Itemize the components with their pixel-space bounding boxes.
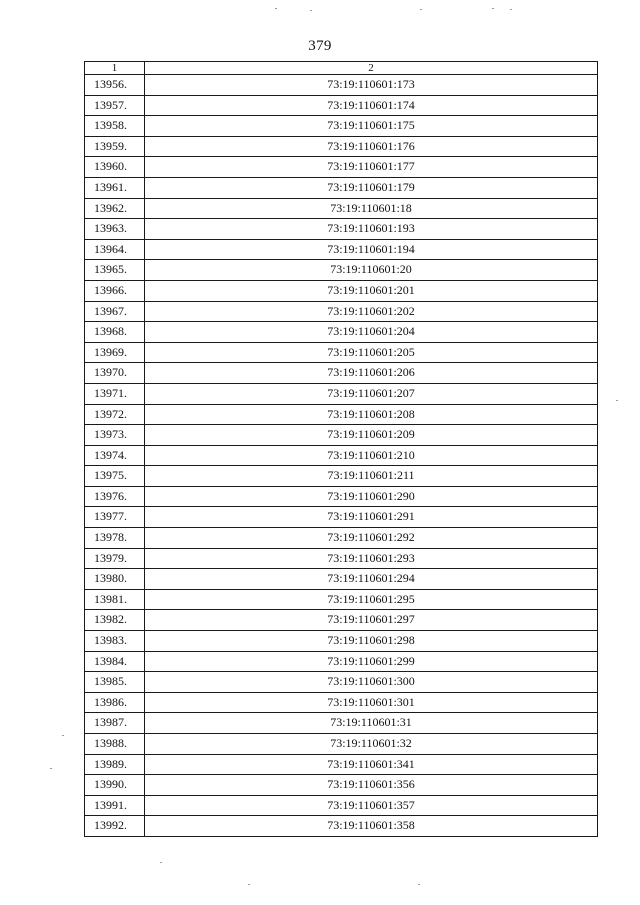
row-number: 13972.	[85, 404, 145, 425]
cadastral-number: 73:19:110601:211	[145, 466, 598, 487]
table-row	[85, 404, 598, 425]
row-number: 13967.	[85, 301, 145, 322]
cadastral-number: 73:19:110601:207	[145, 383, 598, 404]
table-row	[85, 136, 598, 157]
cadastral-number: 73:19:110601:293	[145, 548, 598, 569]
table-row	[85, 548, 598, 569]
scan-speck	[62, 735, 64, 736]
cadastral-number: 73:19:110601:176	[145, 136, 598, 157]
cadastral-number: 73:19:110601:341	[145, 754, 598, 775]
table-row	[85, 383, 598, 404]
table-row	[85, 342, 598, 363]
cadastral-number: 73:19:110601:174	[145, 95, 598, 116]
cadastral-number: 73:19:110601:193	[145, 219, 598, 240]
scan-speck	[510, 9, 512, 10]
table-row	[85, 198, 598, 219]
row-number: 13973.	[85, 425, 145, 446]
table-row	[85, 95, 598, 116]
cadastral-number: 73:19:110601:358	[145, 816, 598, 837]
cadastral-number: 73:19:110601:173	[145, 75, 598, 96]
row-number: 13991.	[85, 795, 145, 816]
cadastral-number: 73:19:110601:300	[145, 672, 598, 693]
cadastral-number: 73:19:110601:301	[145, 692, 598, 713]
table-row	[85, 713, 598, 734]
cadastral-number: 73:19:110601:194	[145, 239, 598, 260]
row-number: 13975.	[85, 466, 145, 487]
table-row	[85, 692, 598, 713]
scan-speck	[420, 9, 422, 10]
table-row	[85, 507, 598, 528]
table-row	[85, 466, 598, 487]
row-number: 13992.	[85, 816, 145, 837]
cadastral-number: 73:19:110601:297	[145, 610, 598, 631]
cadastral-number: 73:19:110601:209	[145, 425, 598, 446]
row-number: 13970.	[85, 363, 145, 384]
row-number: 13956.	[85, 75, 145, 96]
row-number: 13959.	[85, 136, 145, 157]
table-row	[85, 631, 598, 652]
row-number: 13969.	[85, 342, 145, 363]
row-number: 13971.	[85, 383, 145, 404]
cadastral-number: 73:19:110601:177	[145, 157, 598, 178]
table-row	[85, 651, 598, 672]
row-number: 13962.	[85, 198, 145, 219]
cadastral-number: 73:19:110601:299	[145, 651, 598, 672]
scan-speck	[50, 768, 52, 769]
row-number: 13961.	[85, 177, 145, 198]
row-number: 13979.	[85, 548, 145, 569]
table-row	[85, 795, 598, 816]
scan-speck	[310, 10, 312, 11]
table-row	[85, 322, 598, 343]
table-row	[85, 239, 598, 260]
table-row	[85, 445, 598, 466]
row-number: 13977.	[85, 507, 145, 528]
table-header-row	[85, 62, 598, 75]
table-row	[85, 75, 598, 96]
column-header-cadastral: 2	[145, 62, 598, 75]
cadastral-number: 73:19:110601:20	[145, 260, 598, 281]
cadastral-number: 73:19:110601:18	[145, 198, 598, 219]
page-number: 379	[308, 38, 332, 54]
cadastral-number: 73:19:110601:179	[145, 177, 598, 198]
table-row	[85, 569, 598, 590]
table-row	[85, 177, 598, 198]
scan-speck	[418, 884, 420, 885]
row-number: 13958.	[85, 116, 145, 137]
row-number: 13965.	[85, 260, 145, 281]
cadastral-number: 73:19:110601:291	[145, 507, 598, 528]
cadastral-number: 73:19:110601:175	[145, 116, 598, 137]
scan-speck	[275, 8, 277, 9]
row-number: 13968.	[85, 322, 145, 343]
row-number: 13980.	[85, 569, 145, 590]
row-number: 13960.	[85, 157, 145, 178]
row-number: 13988.	[85, 734, 145, 755]
scan-speck	[248, 884, 250, 885]
cadastral-number: 73:19:110601:290	[145, 486, 598, 507]
row-number: 13963.	[85, 219, 145, 240]
row-number: 13981.	[85, 589, 145, 610]
cadastral-number: 73:19:110601:31	[145, 713, 598, 734]
table-row	[85, 486, 598, 507]
table-row	[85, 775, 598, 796]
cadastral-number: 73:19:110601:298	[145, 631, 598, 652]
table-row	[85, 528, 598, 549]
table-row	[85, 219, 598, 240]
row-number: 13978.	[85, 528, 145, 549]
scan-speck	[160, 862, 162, 863]
row-number: 13987.	[85, 713, 145, 734]
cadastral-number: 73:19:110601:202	[145, 301, 598, 322]
cadastral-number: 73:19:110601:295	[145, 589, 598, 610]
row-number: 13986.	[85, 692, 145, 713]
column-header-number: 1	[85, 62, 145, 75]
table-row	[85, 610, 598, 631]
table-row	[85, 734, 598, 755]
row-number: 13990.	[85, 775, 145, 796]
table-row	[85, 260, 598, 281]
row-number: 13982.	[85, 610, 145, 631]
cadastral-table	[84, 61, 598, 837]
table-row	[85, 816, 598, 837]
cadastral-number: 73:19:110601:356	[145, 775, 598, 796]
cadastral-number: 73:19:110601:292	[145, 528, 598, 549]
cadastral-number: 73:19:110601:357	[145, 795, 598, 816]
cadastral-number: 73:19:110601:32	[145, 734, 598, 755]
table-row	[85, 157, 598, 178]
row-number: 13983.	[85, 631, 145, 652]
cadastral-number: 73:19:110601:205	[145, 342, 598, 363]
row-number: 13976.	[85, 486, 145, 507]
table-row	[85, 754, 598, 775]
table-row	[85, 425, 598, 446]
scan-speck	[492, 8, 494, 9]
cadastral-number: 73:19:110601:208	[145, 404, 598, 425]
row-number: 13974.	[85, 445, 145, 466]
cadastral-number: 73:19:110601:294	[145, 569, 598, 590]
table-row	[85, 363, 598, 384]
row-number: 13957.	[85, 95, 145, 116]
table-row	[85, 301, 598, 322]
row-number: 13966.	[85, 280, 145, 301]
table-body	[85, 62, 598, 837]
cadastral-number: 73:19:110601:204	[145, 322, 598, 343]
cadastral-number: 73:19:110601:201	[145, 280, 598, 301]
scan-speck	[616, 400, 618, 401]
row-number: 13984.	[85, 651, 145, 672]
row-number: 13989.	[85, 754, 145, 775]
row-number: 13985.	[85, 672, 145, 693]
table-row	[85, 672, 598, 693]
row-number: 13964.	[85, 239, 145, 260]
cadastral-number: 73:19:110601:206	[145, 363, 598, 384]
table-row	[85, 589, 598, 610]
cadastral-number: 73:19:110601:210	[145, 445, 598, 466]
table-row	[85, 116, 598, 137]
table-row	[85, 280, 598, 301]
